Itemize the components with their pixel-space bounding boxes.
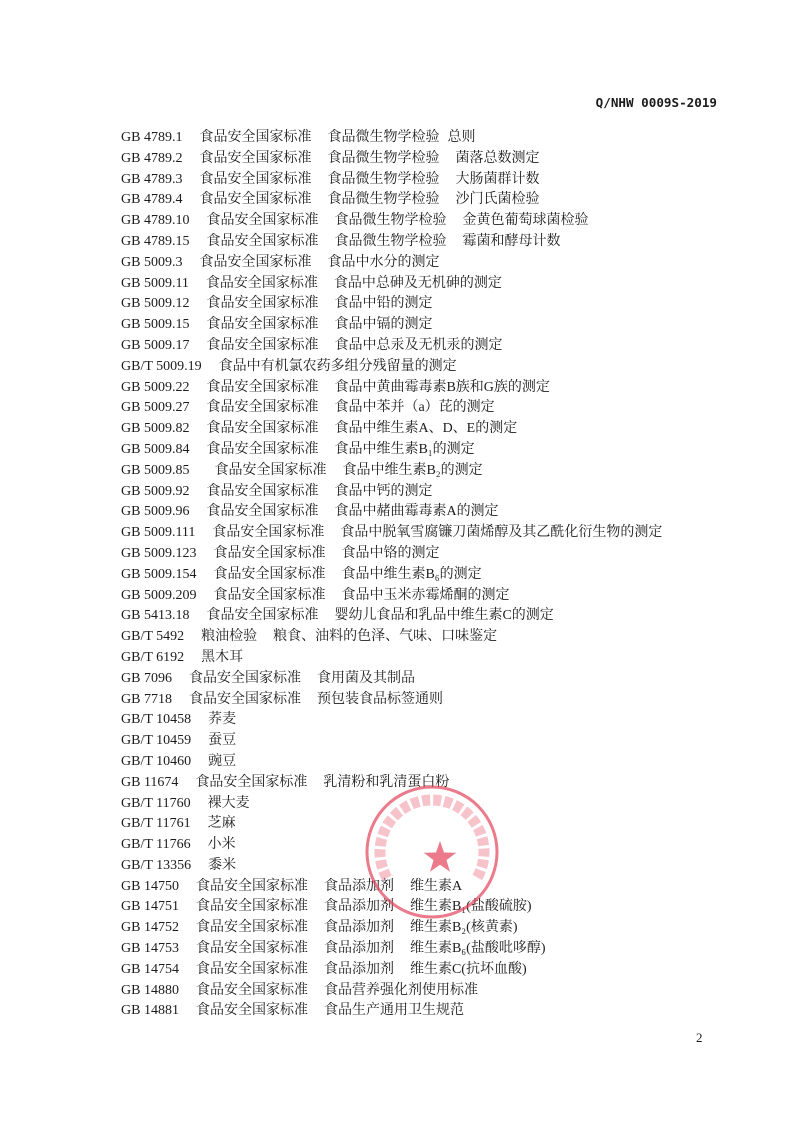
standard-code: GB 5009.82 — [121, 421, 190, 437]
standard-title: 食品安全国家标准 食品微生物学检验 总则 — [199, 130, 476, 145]
standard-title: 裸大麦 — [207, 795, 250, 811]
standard-title: 食品安全国家标准 食品生产通用卫生规范 — [195, 1003, 464, 1019]
standard-title: 食品安全国家标准 食品中水分的测定 — [199, 254, 440, 270]
standard-code: GB 5009.96 — [121, 504, 190, 520]
standard-title: 食品安全国家标准 食品中苯并（a）芘的测定 — [206, 400, 495, 416]
standard-title: 食品安全国家标准 食品微生物学检验 霉菌和酵母计数 — [206, 233, 561, 249]
standard-title: 芝麻 — [207, 816, 236, 832]
standard-code: GB 5009.123 — [121, 545, 197, 561]
standard-code: GB 11674 — [121, 774, 179, 790]
standard-title: 食品安全国家标准 食用菌及其制品 — [188, 670, 415, 686]
reference-item — [121, 253, 662, 274]
standard-code: GB 14753 — [121, 941, 179, 957]
standard-title: 食品安全国家标准 食品微生物学检验 沙门氏菌检验 — [199, 192, 540, 208]
standard-title: 食品安全国家标准 食品微生物学检验 菌落总数测定 — [199, 150, 540, 166]
reference-item — [121, 315, 662, 336]
standard-code: GB/T 13356 — [121, 857, 192, 873]
standard-title: 食品安全国家标准 食品中铅的测定 — [206, 296, 433, 312]
reference-item — [121, 856, 662, 877]
reference-item — [121, 336, 662, 357]
standard-title: 食品安全国家标准 食品中总汞及无机汞的测定 — [206, 337, 503, 353]
standard-code: GB 5009.17 — [121, 337, 190, 353]
standard-code: GB 14880 — [121, 982, 179, 998]
standard-code: GB/T 6192 — [121, 649, 185, 665]
standard-title: 粮油检验 粮食、油料的色泽、气味、口味鉴定 — [201, 629, 498, 645]
reference-item — [121, 835, 662, 856]
reference-item — [121, 419, 662, 440]
standard-title: 黑木耳 — [201, 649, 244, 665]
standard-title: 食品安全国家标准 预包装食品标签通则 — [188, 691, 443, 707]
standard-code: GB 5009.3 — [121, 254, 183, 270]
standard-title: 食品安全国家标准 婴幼儿食品和乳品中维生素C的测定 — [206, 608, 554, 624]
standard-code: GB 4789.4 — [121, 192, 183, 208]
standard-code: GB 5009.11 — [121, 275, 189, 291]
standard-title: 食品安全国家标准 食品中镉的测定 — [206, 317, 433, 333]
standard-title: 食品安全国家标准 食品中维生素B₂的测定 — [206, 462, 483, 478]
reference-item — [121, 586, 662, 607]
standard-code: GB/T 11760 — [121, 795, 191, 811]
standard-title: 食品安全国家标准 食品微生物学检验 金黄色葡萄球菌检验 — [206, 213, 589, 229]
standard-code: GB/T 5492 — [121, 629, 185, 645]
reference-item — [121, 1001, 662, 1022]
standard-code: GB/T 5009.19 — [121, 358, 202, 374]
standard-title: 食品中有机氯农药多组分残留量的测定 — [218, 358, 457, 374]
standard-code: GB/T 11766 — [121, 837, 191, 853]
standard-code: GB 4789.1 — [121, 130, 183, 145]
standard-code: GB 5009.27 — [121, 400, 190, 416]
standard-title: 豌豆 — [208, 753, 237, 769]
standard-title: 荞麦 — [208, 712, 237, 728]
reference-item — [121, 232, 662, 253]
reference-item — [121, 461, 662, 482]
reference-item — [121, 648, 662, 669]
reference-item — [121, 502, 662, 523]
standard-title: 食品安全国家标准 食品添加剂 维生素A — [195, 878, 463, 894]
reference-item — [121, 149, 662, 170]
reference-item — [121, 398, 662, 419]
standard-code: GB 14881 — [121, 1003, 179, 1019]
reference-item — [121, 814, 662, 835]
page-number: 2 — [696, 1030, 703, 1045]
standard-code: GB 4789.15 — [121, 233, 190, 249]
reference-item — [121, 190, 662, 211]
reference-item — [121, 378, 662, 399]
standard-title: 食品安全国家标准 食品添加剂 维生素B₂(核黄素) — [195, 920, 518, 936]
document-number: Q/NHW 0009S-2019 — [595, 95, 717, 110]
standard-title: 食品安全国家标准 食品营养强化剂使用标准 — [195, 982, 478, 998]
reference-item — [121, 274, 662, 295]
standard-code: GB 14751 — [121, 899, 179, 915]
standard-code: GB/T 10460 — [121, 753, 192, 769]
standard-code: GB 5009.154 — [121, 566, 197, 582]
reference-item — [121, 752, 662, 773]
standard-code: GB 4789.2 — [121, 150, 183, 166]
standard-code: GB 4789.10 — [121, 213, 190, 229]
standard-title: 食品安全国家标准 食品中赭曲霉毒素A的测定 — [206, 504, 499, 520]
reference-item — [121, 211, 662, 232]
reference-item — [121, 773, 662, 794]
reference-item — [121, 357, 662, 378]
standard-title: 食品安全国家标准 食品添加剂 维生素B₆(盐酸吡哆醇) — [195, 941, 546, 957]
standard-title: 食品安全国家标准 食品添加剂 维生素C(抗坏血酸) — [195, 961, 527, 977]
standard-code: GB 5009.84 — [121, 441, 190, 457]
reference-item — [121, 877, 662, 898]
standard-title: 食品安全国家标准 食品微生物学检验 大肠菌群计数 — [199, 171, 540, 187]
reference-item — [121, 960, 662, 981]
standard-title: 食品安全国家标准 食品中维生素A、D、E的测定 — [206, 421, 518, 437]
standard-title: 小米 — [207, 837, 236, 853]
reference-item — [121, 794, 662, 815]
standard-code: GB/T 10458 — [121, 712, 192, 728]
standard-code: GB 7718 — [121, 691, 172, 707]
standard-code: GB 14752 — [121, 920, 179, 936]
standard-title: 食品安全国家标准 食品中铬的测定 — [213, 545, 440, 561]
standard-code: GB 5009.85 — [121, 462, 190, 478]
standard-code: GB 5009.12 — [121, 296, 190, 312]
standard-code: GB/T 11761 — [121, 816, 191, 832]
reference-item — [121, 710, 662, 731]
standard-code: GB 5009.92 — [121, 483, 190, 499]
standard-code: GB/T 10459 — [121, 733, 192, 749]
reference-item — [121, 523, 662, 544]
reference-item — [121, 939, 662, 960]
reference-item — [121, 918, 662, 939]
reference-item — [121, 606, 662, 627]
reference-item — [121, 170, 662, 191]
standard-title: 食品安全国家标准 食品中总砷及无机砷的测定 — [205, 275, 502, 291]
reference-item — [121, 294, 662, 315]
standard-title: 食品安全国家标准 食品中钙的测定 — [206, 483, 433, 499]
reference-item — [121, 482, 662, 503]
standard-title: 食品安全国家标准 食品中玉米赤霉烯酮的测定 — [213, 587, 510, 603]
standard-title: 食品安全国家标准 乳清粉和乳清蛋白粉 — [195, 774, 450, 790]
standard-title: 食品安全国家标准 食品添加剂 维生素B₁(盐酸硫胺) — [195, 899, 532, 915]
reference-item — [121, 565, 662, 586]
reference-item — [121, 669, 662, 690]
standard-title: 蚕豆 — [208, 733, 237, 749]
standard-code: GB 14750 — [121, 878, 179, 894]
standard-code: GB 5009.15 — [121, 317, 190, 333]
reference-item — [121, 440, 662, 461]
reference-item — [121, 731, 662, 752]
standard-code: GB 5009.22 — [121, 379, 190, 395]
standard-code: GB 14754 — [121, 961, 179, 977]
standard-title: 黍米 — [208, 857, 237, 873]
standard-code: GB 5009.111 — [121, 525, 196, 541]
standard-title: 食品安全国家标准 食品中维生素B₁的测定 — [206, 441, 475, 457]
reference-item — [121, 544, 662, 565]
standard-code: GB 5009.209 — [121, 587, 197, 603]
standard-title: 食品安全国家标准 食品中黄曲霉毒素B族和G族的测定 — [206, 379, 550, 395]
standard-title: 食品安全国家标准 食品中维生素B₆的测定 — [213, 566, 482, 582]
reference-item — [121, 981, 662, 1002]
standard-code: GB 4789.3 — [121, 171, 183, 187]
standard-code: GB 7096 — [121, 670, 172, 686]
reference-item — [121, 897, 662, 918]
standard-title: 食品安全国家标准 食品中脱氧雪腐镰刀菌烯醇及其乙酰化衍生物的测定 — [212, 525, 663, 541]
reference-item — [121, 690, 662, 711]
reference-item — [121, 627, 662, 648]
normative-references-list — [121, 128, 662, 1022]
reference-item — [121, 128, 662, 149]
standard-code: GB 5413.18 — [121, 608, 190, 624]
